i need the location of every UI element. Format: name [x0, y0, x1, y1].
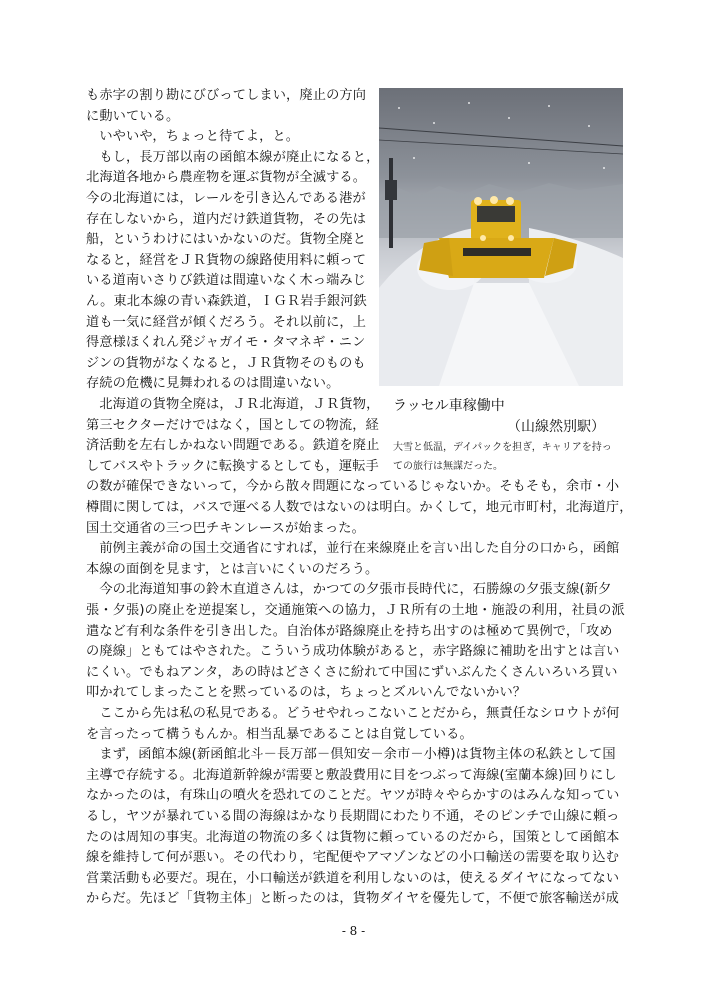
text-line: まず，函館本線(新函館北斗－長万部－倶知安－余市－小樽)は貨物主体の私鉄として国 — [86, 747, 616, 763]
text-line: の数が確保できないって，今から散々問題になっているじゃないか。そもそも，余市・小 — [86, 479, 620, 495]
text-line: 遣など有利な条件を引き出した。自治体が路線廃止を持ち出すのは極めて異例で，「攻め — [86, 623, 613, 639]
text-line: 存続の危機に見舞われるのは間違いない。 — [86, 376, 340, 392]
snowplow-photo-drawing — [379, 88, 623, 386]
text-line: ここから先は私の私見である。どうせやれっこないことだから，無責任なシロウトが何 — [86, 706, 620, 721]
text-line: 第三セクターだけではなく，国としての物流，経 — [86, 417, 379, 433]
text-line: 叩かれてしまったことを黙っているのは，ちょっとズルいんでないかい？ — [86, 685, 527, 701]
text-line: 張・夕張)の廃止を逆提案し，交通施策への協力，ＪＲ所有の土地・施設の利用，社員の派 — [86, 603, 625, 618]
text-line: もし，長万部以南の函館本線が廃止になると， — [86, 149, 380, 165]
photo-caption-title: ラッセル車稼働中 — [393, 398, 505, 414]
text-line: 存在しないから，道内だけ鉄道貨物，その先は — [86, 211, 367, 227]
text-line: 主導で存続する。北海道新幹線が需要と敷設費用に目をつぶって海線(室蘭本線)回りにし — [86, 767, 617, 783]
text-line: なると，経営をＪＲ貨物の線路使用料に頼って — [86, 252, 367, 268]
snowplow-photo — [379, 88, 623, 386]
text-line: いる道南いさりび鉄道は間違いなく木っ端みじ — [86, 273, 367, 289]
text-line: 今の北海道には，レールを引き込んである港が — [86, 191, 366, 206]
text-line: 道も一気に経営が傾くだろう。それ以前に，上 — [86, 314, 367, 330]
photo-caption-note-line: ての旅行は無謀だった。 — [393, 461, 503, 472]
page-number: - 8 - — [341, 924, 366, 938]
text-line: 前例主義が命の国土交通省にすれば，並行在来線廃止を言い出した自分の口から，函館 — [86, 541, 620, 557]
text-line: 本線の面倒を見ます，とは言いにくいのだろう。 — [86, 561, 379, 577]
text-line: ジンの貨物がなくなると，ＪＲ貨物そのものも — [86, 355, 366, 371]
text-line: 得意様ほくれん発ジャガイモ・タマネギ・ニン — [86, 335, 366, 351]
text-line: たのは周知の事実。北海道の物流の多くは貨物に頼っているのだから，国策として函館本 — [86, 829, 620, 845]
text-line: を言ったって構うもんか。相当乱暴であることは自覚している。 — [86, 726, 473, 742]
text-line: 北海道各地から農産物を運ぶ貨物が全滅する。 — [86, 170, 367, 186]
text-line: に動いている。 — [86, 108, 180, 124]
text-line: なかったのは，有珠山の噴火を恐れてのことだ。ヤツが時々やらかすのはみんな知ってい — [86, 788, 620, 804]
text-line: 北海道の貨物全廃は，ＪＲ北海道，ＪＲ貨物， — [86, 397, 380, 412]
text-line: ん。東北本線の青い森鉄道，ＩＧＲ岩手銀河鉄 — [86, 294, 367, 309]
text-line: 樽間に関しては，バスで運べる人数ではないのは明白。かくして，地元市町村，北海道庁， — [86, 500, 633, 515]
photo-caption-note-line: 大雪と低温，デイパックを担ぎ，キャリアを持っ — [393, 442, 612, 453]
text-line: 国土交通省の三つ巴チキンレースが始まった。 — [86, 520, 365, 536]
text-line: いやいや，ちょっと待てよ，と。 — [86, 129, 300, 145]
photo-caption-note — [393, 438, 612, 476]
text-line: 今の北海道知事の鈴木直道さんは，かつての夕張市長時代に，石勝線の夕張支線(新夕 — [86, 582, 612, 598]
text-line: の廃線」ともてはやされた。こういう成功体験があると，赤字路線に補助を出すとは言い — [86, 644, 620, 660]
photo-caption-location: （山線然別駅） — [507, 419, 605, 435]
text-line: からだ。先ほど「貨物主体」と断ったのは，貨物ダイヤを優先して，不便で旅客輸送が成 — [86, 891, 619, 907]
text-line: 済活動を左右しかねない問題である。鉄道を廃止 — [86, 438, 380, 454]
text-line: にくい。でもねアンタ，あの時はどさくさに紛れて中国にずいぶんたくさんいろいろ買い — [86, 664, 618, 680]
text-line: 船，というわけにはいかないのだ。貨物全廃と — [86, 232, 367, 248]
text-line: も赤字の割り勘にびびってしまい，廃止の方向 — [86, 88, 367, 103]
text-line: 営業活動も必要だ。現在，小口輸送が鉄道を利用しないのは，使えるダイヤになってない — [86, 870, 620, 886]
text-line: してバスやトラックに転換するとしても，運転手 — [86, 458, 379, 474]
text-line: 線を維持して何が悪い。その代わり，宅配便やアマゾンなどの小口輸送の需要を取り込む — [86, 850, 620, 866]
text-line: るし，ヤツが暴れている間の海線はかなり長期間にわたり不通，そのピンチで山線に頼っ — [86, 809, 620, 824]
